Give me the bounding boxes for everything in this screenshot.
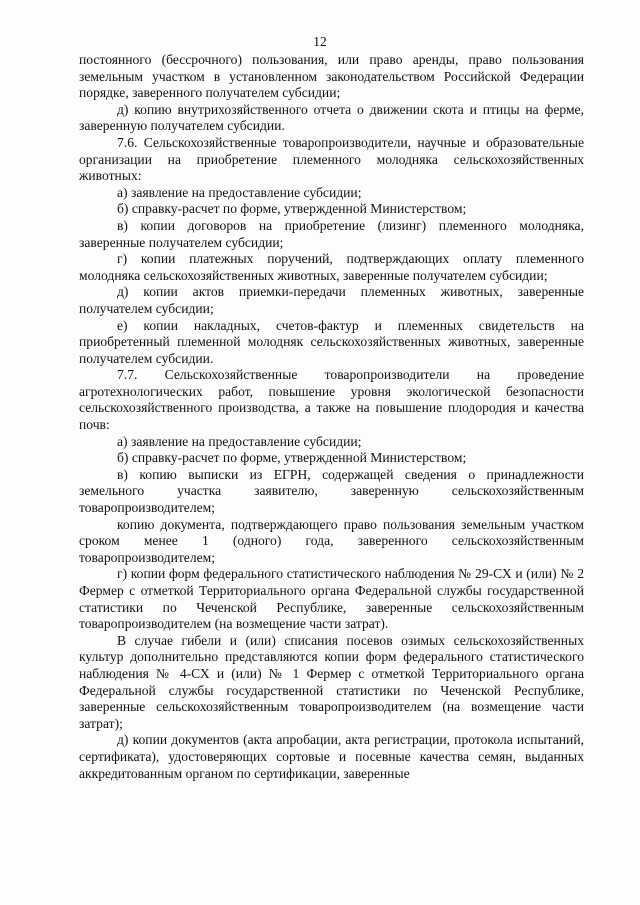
paragraph: а) заявление на предоставление субсидии; xyxy=(117,433,362,449)
paragraph: а) заявление на предоставление субсидии; xyxy=(117,184,362,200)
paragraph: д) копии актов приемки-передачи племенных животных, заверенные получателем субсидии; xyxy=(79,284,584,316)
paragraph: 7.6. Сельскохозяйственные товаропроизводители, научные и образовательные организации на приобретение племенного молодняка сельскохозяйственных животных: xyxy=(79,134,584,184)
paragraph: в) копию выписки из ЕГРН, содержащей сведения о принадлежности земельного участка заявителю, заверенную сельскохозяйственным товаропроизводителем; xyxy=(79,466,584,516)
paragraph: г) копии платежных поручений, подтверждающих оплату племенного молодняка сельскохозяйственных животных, заверенные получателем субсидии; xyxy=(79,251,584,283)
paragraph: д) копию внутрихозяйственного отчета о движении скота и птицы на ферме, заверенную получателем субсидии. xyxy=(79,101,584,134)
document-body xyxy=(79,52,584,782)
paragraph: г) копии форм федерального статистического наблюдения № 29-СХ и (или) № 2 Фермер с отметкой Территориального органа Федеральной службы государственной статистики по Чеченской Республике, заверенные сельскохозяйственным товаропроизводителем (на возмещение части затрат). xyxy=(79,566,584,632)
paragraph: б) справку-расчет по форме, утвержденной Министерством; xyxy=(117,201,467,217)
paragraph: е) копии накладных, счетов-фактур и племенных свидетельств на приобретенный племенной молодняк сельскохозяйственных животных, заверенные получателем субсидии. xyxy=(79,317,584,366)
page-number: 12 xyxy=(313,34,327,49)
paragraph: копию документа, подтверждающего право пользования земельным участком сроком менее 1 (одного) года, заверенного сельскохозяйственным товаропроизводителем; xyxy=(79,516,584,565)
paragraph: д) копии документов (акта апробации, акта регистрации, протокола испытаний, сертификата), удостоверяющих сортовые и посевные качества семян, выданных аккредитованным органом по сертификации, заверенные xyxy=(79,732,584,781)
paragraph: в) копии договоров на приобретение (лизинг) племенного молодняка, заверенные получателем субсидии; xyxy=(79,217,584,250)
paragraph: постоянного (бессрочного) пользования, или право аренды, право пользования земельным участком в установленном законодательством Российской Федерации порядке, заверенного получателем субсидии; xyxy=(79,52,584,101)
paragraph: В случае гибели и (или) списания посевов озимых сельскохозяйственных культур дополнительно представляются копии форм федерального статистического наблюдения № 4-СХ и (или) № 1 Фермер с отметкой Территориального органа Федеральной службы государственной статистики по Чеченской Республике, заверенные сельскохозяйственным товаропроизводителем (на возмещение части затрат); xyxy=(79,632,584,731)
paragraph: б) справку-расчет по форме, утвержденной Министерством; xyxy=(117,450,467,466)
paragraph: 7.7. Сельскохозяйственные товаропроизводители на проведение агротехнологических работ, повышение уровня экологической безопасности сельскохозяйственного производства, а также на повышение плодородия и качества почв: xyxy=(79,367,584,433)
